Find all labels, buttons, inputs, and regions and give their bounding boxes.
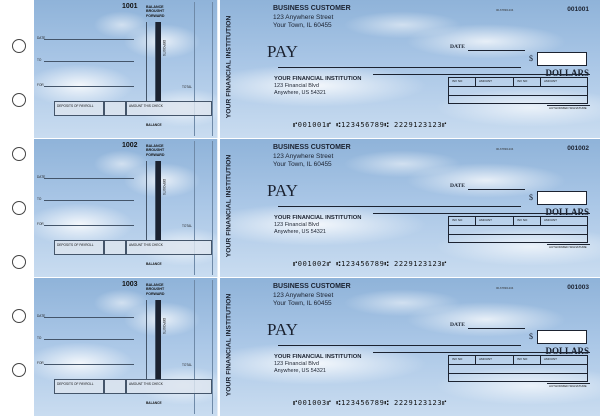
institution-street: 123 Financial Blvd xyxy=(274,222,319,228)
stub-amount-box: AMOUNT THIS CHECK xyxy=(126,101,212,116)
institution-name: YOUR FINANCIAL INSTITUTION xyxy=(274,215,362,221)
date-label: DATE xyxy=(450,44,465,50)
stub-total-label: TOTAL xyxy=(182,363,192,367)
stub-number: 1003 xyxy=(122,281,138,288)
stub-divider xyxy=(212,2,213,136)
stub-deposit-column xyxy=(146,161,156,241)
fraction-code: 00-6789/1234 xyxy=(496,147,514,151)
stub-balance-label: BALANCE xyxy=(146,123,162,127)
side-institution-name: YOUR FINANCIAL INSTITUTION xyxy=(225,154,233,258)
customer-name: BUSINESS CUSTOMER xyxy=(273,283,351,290)
invoice-grid xyxy=(448,216,588,243)
binder-hole xyxy=(12,309,26,323)
binder-holes xyxy=(0,0,34,416)
stub-deposit-column xyxy=(146,22,156,102)
payee-line xyxy=(278,345,521,346)
stub-total-label: TOTAL xyxy=(182,224,192,228)
binder-hole xyxy=(12,39,26,53)
stub-for-line xyxy=(44,86,134,87)
stub-for-line xyxy=(44,364,134,365)
institution-name: YOUR FINANCIAL INSTITUTION xyxy=(274,354,362,360)
grid-rule xyxy=(449,86,587,87)
stub-number: 1002 xyxy=(122,142,138,149)
grid-header: INV NO xyxy=(514,356,541,364)
grid-header: INV NO xyxy=(449,78,476,86)
customer-city: Your Town, IL 60455 xyxy=(273,300,332,307)
stub-divider xyxy=(212,280,213,414)
binder-hole xyxy=(12,93,26,107)
date-label: DATE xyxy=(450,322,465,328)
date-label: DATE xyxy=(450,183,465,189)
amount-words-line xyxy=(373,352,590,353)
amount-box xyxy=(537,191,587,205)
grid-rule xyxy=(449,95,587,96)
binder-hole xyxy=(12,255,26,269)
amount-box xyxy=(537,330,587,344)
invoice-grid xyxy=(448,77,588,104)
stub-deposit-column xyxy=(146,300,156,380)
signature-label: AUTHORIZED SIGNATURE xyxy=(549,245,587,249)
stub-deposit-bar xyxy=(156,161,161,241)
stub-for-label: FOR xyxy=(37,83,44,87)
fraction-code: 00-6789/1234 xyxy=(496,8,514,12)
stub-balance-label: BALANCE xyxy=(146,401,162,405)
check-number: 001003 xyxy=(567,284,589,291)
stub-to-label: TO xyxy=(37,336,42,340)
stub-for-line xyxy=(44,225,134,226)
stub-balance-label: BALANCE xyxy=(146,262,162,266)
binder-hole xyxy=(12,147,26,161)
dollar-sign: $ xyxy=(529,193,533,202)
stub-date-label: DATE xyxy=(37,314,46,318)
side-institution-name: YOUR FINANCIAL INSTITUTION xyxy=(225,293,233,397)
stub-balance-forward-label: BALANCE BROUGHT FORWARD xyxy=(146,144,165,157)
grid-rule xyxy=(449,234,587,235)
grid-header: AMOUNT xyxy=(476,356,514,364)
amount-words-line xyxy=(373,213,590,214)
signature-label: AUTHORIZED SIGNATURE xyxy=(549,384,587,388)
stub-divider xyxy=(212,141,213,275)
check-number: 001002 xyxy=(567,145,589,152)
dollars-label: DOLLARS xyxy=(545,207,589,217)
payee-line xyxy=(278,67,521,68)
stub-box xyxy=(104,240,126,255)
stub-number: 1001 xyxy=(122,3,138,10)
amount-box xyxy=(537,52,587,66)
check xyxy=(220,0,600,138)
institution-city: Anywhere, US 54321 xyxy=(274,368,326,374)
date-line xyxy=(468,189,525,190)
date-line xyxy=(468,50,525,51)
check xyxy=(220,139,600,277)
grid-header: AMOUNT xyxy=(544,357,557,361)
grid-header: INV NO xyxy=(449,217,476,225)
stub-to-line xyxy=(44,339,134,340)
customer-city: Your Town, IL 60455 xyxy=(273,161,332,168)
check-stub xyxy=(34,278,218,416)
stub-date-line xyxy=(44,39,134,40)
check-stub xyxy=(34,0,218,138)
grid-header: AMOUNT xyxy=(476,217,514,225)
pay-label: PAY xyxy=(267,181,298,200)
payee-line xyxy=(278,206,521,207)
grid-header: INV NO xyxy=(449,356,476,364)
micr-line: ⑈001002⑈ ⑆123456789⑆ 2229123123⑈ xyxy=(293,260,447,268)
micr-line: ⑈001001⑈ ⑆123456789⑆ 2229123123⑈ xyxy=(293,121,447,129)
stub-amount-box: AMOUNT THIS CHECK xyxy=(126,379,212,394)
dollars-label: DOLLARS xyxy=(545,68,589,78)
grid-rule xyxy=(449,225,587,226)
grid-header: INV NO xyxy=(514,217,541,225)
stub-to-line xyxy=(44,61,134,62)
stub-box xyxy=(104,379,126,394)
pay-label: PAY xyxy=(267,42,298,61)
check-side-strip xyxy=(220,278,239,416)
check-stub xyxy=(34,139,218,277)
customer-name: BUSINESS CUSTOMER xyxy=(273,5,351,12)
stub-to-label: TO xyxy=(37,197,42,201)
check-number: 001001 xyxy=(567,6,589,13)
stub-for-label: FOR xyxy=(37,222,44,226)
stub-date-line xyxy=(44,317,134,318)
stub-payroll-box: DEPOSITS OF PAYROLL xyxy=(54,379,104,394)
grid-header: AMOUNT xyxy=(476,78,514,86)
date-line xyxy=(468,328,525,329)
stub-deposits-label: DEPOSITS xyxy=(162,40,166,57)
signature-label: AUTHORIZED SIGNATURE xyxy=(549,106,587,110)
binder-hole xyxy=(12,363,26,377)
stub-deposits-label: DEPOSITS xyxy=(162,179,166,196)
stub-deposit-bar xyxy=(156,22,161,102)
stub-payroll-box: DEPOSITS OF PAYROLL xyxy=(54,101,104,116)
stub-balance-forward-label: BALANCE BROUGHT FORWARD xyxy=(146,283,165,296)
customer-street: 123 Anywhere Street xyxy=(273,292,334,299)
stub-payroll-box: DEPOSITS OF PAYROLL xyxy=(54,240,104,255)
customer-street: 123 Anywhere Street xyxy=(273,153,334,160)
amount-words-line xyxy=(373,74,590,75)
dollars-label: DOLLARS xyxy=(545,346,589,356)
institution-name: YOUR FINANCIAL INSTITUTION xyxy=(274,76,362,82)
stub-deposit-bar xyxy=(156,300,161,380)
stub-for-label: FOR xyxy=(37,361,44,365)
customer-street: 123 Anywhere Street xyxy=(273,14,334,21)
stub-date-line xyxy=(44,178,134,179)
pay-label: PAY xyxy=(267,320,298,339)
grid-header: AMOUNT xyxy=(544,79,557,83)
side-institution-name: YOUR FINANCIAL INSTITUTION xyxy=(225,15,233,119)
institution-city: Anywhere, US 54321 xyxy=(274,229,326,235)
micr-line: ⑈001003⑈ ⑆123456789⑆ 2229123123⑈ xyxy=(293,399,447,407)
stub-to-label: TO xyxy=(37,58,42,62)
invoice-grid xyxy=(448,355,588,382)
stub-to-line xyxy=(44,200,134,201)
grid-header: INV NO xyxy=(514,78,541,86)
customer-name: BUSINESS CUSTOMER xyxy=(273,144,351,151)
stub-total-label: TOTAL xyxy=(182,85,192,89)
institution-street: 123 Financial Blvd xyxy=(274,361,319,367)
grid-header: AMOUNT xyxy=(544,218,557,222)
dollar-sign: $ xyxy=(529,54,533,63)
grid-rule xyxy=(449,364,587,365)
institution-street: 123 Financial Blvd xyxy=(274,83,319,89)
check xyxy=(220,278,600,416)
grid-rule xyxy=(449,373,587,374)
customer-city: Your Town, IL 60455 xyxy=(273,22,332,29)
stub-balance-forward-label: BALANCE BROUGHT FORWARD xyxy=(146,5,165,18)
check-side-strip xyxy=(220,139,239,277)
stub-amount-box: AMOUNT THIS CHECK xyxy=(126,240,212,255)
fraction-code: 00-6789/1234 xyxy=(496,286,514,290)
stub-deposits-label: DEPOSITS xyxy=(162,318,166,335)
stub-date-label: DATE xyxy=(37,175,46,179)
dollar-sign: $ xyxy=(529,332,533,341)
stub-box xyxy=(104,101,126,116)
binder-hole xyxy=(12,201,26,215)
institution-city: Anywhere, US 54321 xyxy=(274,90,326,96)
check-side-strip xyxy=(220,0,239,138)
stub-date-label: DATE xyxy=(37,36,46,40)
